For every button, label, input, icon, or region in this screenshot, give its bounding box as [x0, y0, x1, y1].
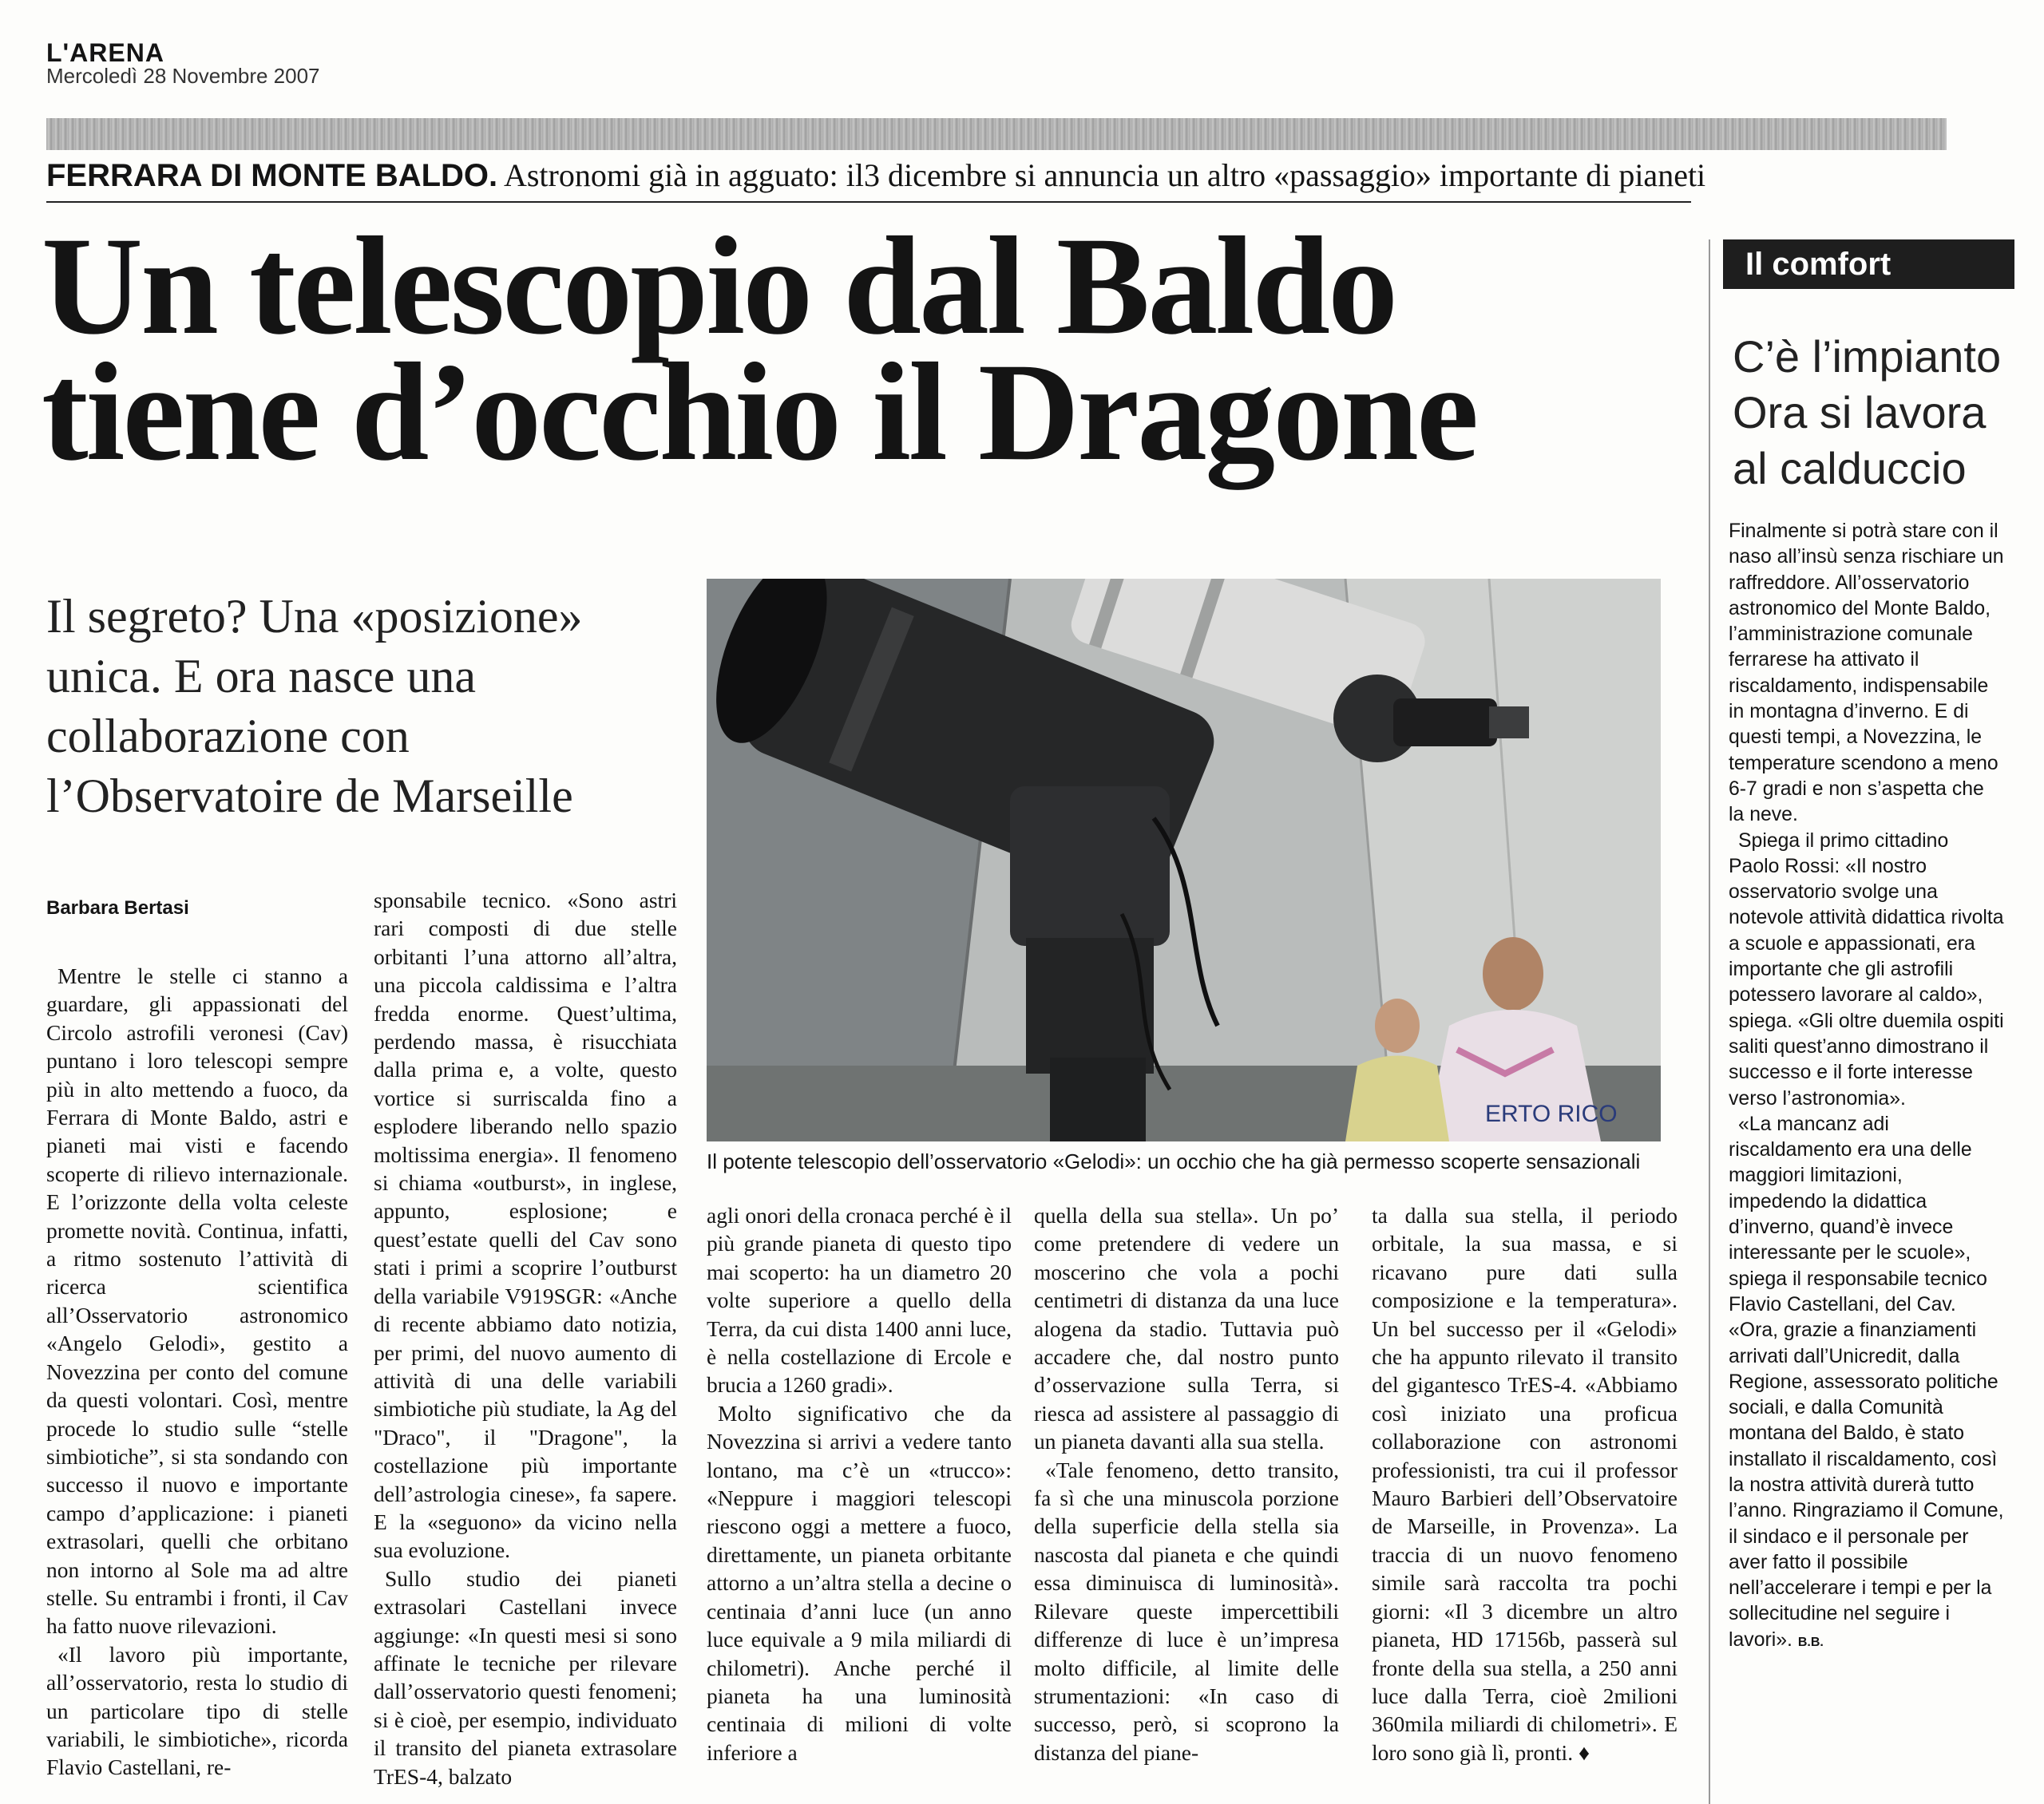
sidebar-body — [1729, 519, 2004, 1656]
kicker-rule — [46, 201, 1691, 203]
subhead-line: collaborazione con — [46, 710, 410, 762]
sidebar-title — [1733, 329, 2012, 496]
paragraph: agli onori della cronaca perché è il più grande pianeta di questo tipo mai scoperto: ha un diametro 20 volte superiore a quello della Terra, da cui dista 1400 anni luce, è nella costellazione di Ercole e brucia a 1260 gradi». — [707, 1203, 1012, 1398]
header-band — [46, 118, 1947, 150]
sidebar-title-line: Ora si lavora — [1733, 387, 1987, 437]
article-column-2 — [374, 886, 677, 1790]
telescope-illustration — [707, 579, 1661, 1141]
subhead-line: unica. E ora nasce una — [46, 650, 477, 702]
paragraph: sponsabile tecnico. «Sono astri rari composti di due stelle orbitanti l’una attorno all’altra, una piccola caldissima e l’altra fredda enorme. Quest’ultima, perdendo massa, è risucchiata dalla prima e, a volte, questo vortice si surriscalda fino a esplodere liberando nello spazio moltissima energia». Il fenomeno si chiama «outburst», in inglese, appunto, esplosione; e quest’estate quelli del Cav sono stati i primi a scoprire l’outburst della variabile V919SGR: «Anche di recente abbiamo dato notizia, per primi, del nuovo aumento di attività di una delle variabili simbiotiche più studiate, la Ag del "Draco", il "Dragone", la costellazione più importante dell’astrologia cinese», fa sapere. E la «seguono» da vicino nella sua evoluzione. — [374, 888, 677, 1563]
masthead-date: Mercoledì 28 Novembre 2007 — [46, 64, 320, 88]
sidebar-paragraph — [1729, 1112, 2004, 1656]
headline — [42, 208, 1718, 490]
headline-line-2: tiene d’occhio il Dragone — [42, 334, 1477, 490]
sidebar-label: Il comfort — [1723, 239, 2014, 289]
paragraph: Mentre le stelle ci stanno a guardare, gli appassionati del Circolo astrofili veronesi (Cav) puntano i loro telescopi sempre più in alto mettendo a fuoco, da Ferrara di Monte Baldo, astri e pianeti mai visti e facendo scoperte di rilievo internazionale. E l’orizzonte della volta celeste promette novità. Continua, infatti, a ritmo sostenuto l’attività di ricerca scientifica all’Osservatorio astronomico «Angelo Gelodi», gestito a Novezzina per conto del comune da questi volontari. Così, mentre procede lo studio sulle “stelle simbiotiche”, si sta sondando con successo il nuovo e importante campo d’applicazione: i pianeti extrasolari, quelli che orbitano non intorno al Sole ma ad altre stelle. Su entrambi i fronti, il Cav ha fatto nuove rilevazioni. — [46, 963, 348, 1639]
paragraph: quella della sua stella». Un po’ come pretendere di vedere un moscerino che vola a pochi centimetri di distanza da una luce alogena da stadio. Tuttavia può accadere che, dal nostro punto d’osservazione sulla Terra, si riesca ad assistere al passaggio di un pianeta davanti alla sua stella. — [1034, 1203, 1339, 1454]
sidebar-title-line: C’è l’impianto — [1733, 331, 2002, 382]
headline-line-1: Un telescopio dal Baldo — [42, 208, 1396, 364]
article-column-4 — [1034, 1201, 1339, 1766]
photo-caption: Il potente telescopio dell’osservatorio «Gelodi»: un occhio che ha già permesso scoperte sensazionali — [707, 1149, 1641, 1173]
shirt-text: ERTO RICO — [1485, 1101, 1618, 1127]
paragraph: «Tale fenomeno, detto transito, fa sì che una minuscola porzione della superficie della stella sia nascosta dal pianeta e che quindi essa diminuisca di luminosità». Rilevare queste impercettibili differenze di luce è un’impresa molto difficile, al limite delle strumentazioni: «In caso di successo, però, si scoprono la distanza del piane- — [1034, 1457, 1339, 1765]
paragraph: Sullo studio dei pianeti extrasolari Castellani invece aggiunge: «In questi mesi si sono affinate le tecniche per rilevare dall’osservatorio questi fenomeni; si è cioè, per esempio, individuato il transito del pianeta extrasolare TrES-4, balzato — [374, 1565, 677, 1789]
subhead-line: Il segreto? Una «posizione» — [46, 590, 583, 643]
sidebar-paragraph-text: «La mancanz adi riscaldamento era una delle maggiori limitazioni, impedendo la didattica d’inverno, quand’è invece interessante per le scuole», spiega il responsabile tecnico Flavio Castellani, del Cav. «Ora, grazie a finanziamenti arrivati dall’Unicredit, dalla Regione, assessorato politiche sociali, e dalla Comunità montana del Baldo, è stato installato il riscaldamento, così la nostra attività durerà tutto l’anno. Ringraziamo il Comune, il sindaco e il personale per aver fatto il possibile nell’accelerare i tempi e per la sollecitudine nel seguire i lavori». — [1729, 1113, 2004, 1651]
article-column-5 — [1372, 1201, 1678, 1766]
kicker-text: Astronomi già in agguato: il3 dicembre si annuncia un altro «passaggio» importante di pianeti — [503, 157, 1706, 193]
masthead-name: L'ARENA — [46, 38, 164, 67]
kicker-place: FERRARA DI MONTE BALDO. — [46, 158, 498, 193]
kicker — [46, 156, 1705, 194]
sidebar-rule — [1709, 239, 1710, 1804]
subhead-line: l’Observatoire de Marseille — [46, 769, 573, 822]
article-column-3 — [707, 1201, 1012, 1766]
subhead — [46, 587, 685, 826]
signature: B.B. — [1797, 1635, 1824, 1649]
byline: Barbara Bertasi — [46, 897, 189, 919]
sidebar-paragraph: Spiega il primo cittadino Paolo Rossi: «Il nostro osservatorio svolge una notevole attività didattica rivolta a scuole e appassionati, era importante che gli astrofili potessero lavorare al caldo», spiega. «Gli oltre duemila ospiti saliti quest’anno dimostrano il successo e il forte interesse verso l’astronomia». — [1729, 829, 2004, 1110]
article-column-1 — [46, 962, 348, 1782]
paragraph: Molto significativo che da Novezzina si arrivi a vedere tanto lontano, ma c’è un «trucco»: «Neppure i maggiori telescopi riescono oggi a mettere a fuoco, direttamente, un pianeta orbitante attorno a un’altra stella a decine o centinaia d’anni luce (un anno luce equivale a 9 mila miliardi di chilometri). Anche perché il pianeta ha una luminosità centinaia di milioni di volte inferiore a — [707, 1400, 1012, 1765]
paragraph: «Il lavoro più importante, all’osservatorio, resta lo studio di un particolare tipo di stelle variabili, le simbiotiche», ricorda Flavio Castellani, re- — [46, 1641, 348, 1780]
sidebar-title-line: al calduccio — [1733, 443, 1967, 493]
sidebar-paragraph: Finalmente si potrà stare con il naso all’insù senza rischiare un raffreddore. All’osservatorio astronomico del Monte Baldo, l’amministrazione comunale ferrarese ha attivato il riscaldamento, indispensabile in montagna d’inverno. E di questi tempi, a Novezzina, le temperature scendono a meno 6-7 gradi e non s’aspetta che la neve. — [1729, 520, 2004, 826]
telescope-photo — [707, 579, 1661, 1141]
paragraph: ta dalla sua stella, il periodo orbitale, la sua massa, e si ricavano pure dati sulla composizione e la temperatura». Un bel successo per il «Gelodi» che ha appunto rilevato il transito del gigantesco TrES-4. «Abbiamo così iniziato una proficua collaborazione con astronomi professionisti, tra cui il professor Mauro Barbieri dell’Observatoire de Marseille, in Provenza». La traccia di un nuovo fenomeno simile sarà raccolta tra pochi giorni: «Il 3 dicembre un altro pianeta, HD 17156b, passerà sul fronte della sua stella, a 250 anni luce dalla Terra, cioè 2milioni 360mila miliardi di chilometri». E loro sono già lì, pronti. ♦ — [1372, 1203, 1678, 1765]
